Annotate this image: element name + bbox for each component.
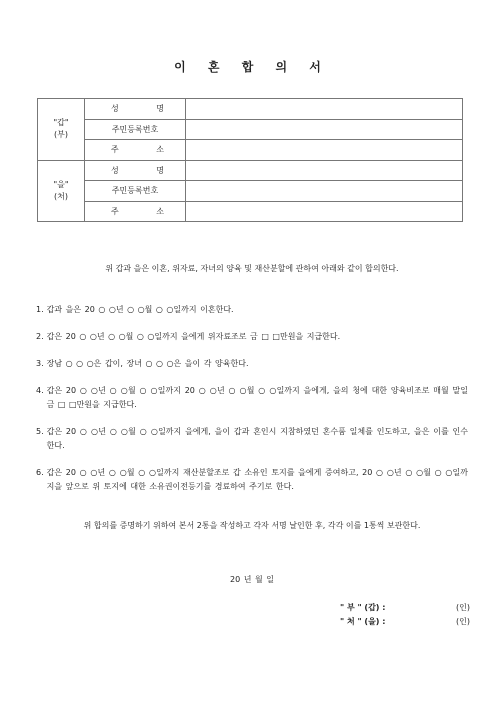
signature-line-wife [340,616,470,627]
clause-item [36,330,468,344]
clause-item [36,303,468,317]
clause-text: 갑은 20 ○ ○년 ○ ○월 ○ ○일까지 재산분할조로 갑 소유인 토지를 을에게 증여하고, 20 ○ ○년 ○ ○월 ○ ○일까지을 앞으로 위 토지에 대한 소유권이전등기를 경료하여 주기로 한다. [46,468,468,491]
party-name: "을" [53,179,69,189]
clause-number: 1. [36,305,44,314]
clause-list [36,303,468,507]
eul-resident-number-field[interactable] [186,181,463,202]
clause-text: 장남 ○ ○ ○은 갑이, 장녀 ○ ○ ○은 을이 각 양육한다. [46,359,249,368]
date-line: 20 년 월 일 [230,575,274,584]
resident-number-label [85,181,186,202]
clause-number: 6. [36,468,44,477]
clause-number: 3. [36,359,44,368]
eul-address-field[interactable] [186,201,463,222]
party-eul-cell [38,160,85,222]
intro-paragraph: 위 갑과 을은 이혼, 위자료, 자녀의 양육 및 재산분할에 관하여 아래와 같이 합의한다. [105,264,399,273]
label-text: 주민등록번호 [111,186,159,196]
clause-number: 5. [36,427,44,436]
document-title: 이 혼 합 의 서 [174,60,330,74]
label-char: 성 [111,165,119,175]
clause-number: 2. [36,332,44,341]
party-role: (처) [54,191,68,201]
label-text: 주민등록번호 [111,124,159,134]
address-label [85,140,186,161]
eul-name-field[interactable] [186,160,463,181]
seal-mark: (인) [456,617,470,626]
name-label [85,160,186,181]
signature-label: " 부 " (갑) : [340,603,386,612]
label-char: 소 [156,145,164,155]
gap-resident-number-field[interactable] [186,119,463,140]
label-char: 성 [111,104,119,114]
party-name: "갑" [53,118,69,128]
clause-text: 갑은 20 ○ ○년 ○ ○월 ○ ○일까지 을에게 위자료조로 금 □ □만원을 지급한다. [46,332,341,341]
clause-number: 4. [36,386,44,395]
clause-text: 갑은 20 ○ ○년 ○ ○월 ○ ○일까지 을에게, 을이 갑과 혼인시 지참하였던 혼수품 일체를 인도하고, 을은 이를 인수한다. [46,427,468,450]
signature-label: " 처 " (을) : [340,617,386,626]
clause-text: 갑과 을은 20 ○ ○년 ○ ○월 ○ ○일까지 이혼한다. [46,305,234,314]
name-label [85,99,186,120]
clause-item [36,466,468,494]
clause-item [36,384,468,412]
label-char: 명 [156,165,164,175]
address-label [85,201,186,222]
party-info-table [37,98,463,222]
label-char: 소 [156,206,164,216]
label-char: 주 [111,145,119,155]
label-char: 주 [111,206,119,216]
party-gap-cell [38,99,85,161]
clause-item [36,425,468,453]
gap-name-field[interactable] [186,99,463,120]
closing-paragraph: 위 합의를 증명하기 위하여 본서 2통을 작성하고 각자 서명 날인한 후, 각각 이를 1통씩 보관한다. [83,521,421,530]
party-role: (부) [54,130,68,140]
signature-line-husband [340,602,470,613]
label-char: 명 [156,104,164,114]
resident-number-label [85,119,186,140]
gap-address-field[interactable] [186,140,463,161]
seal-mark: (인) [456,603,470,612]
clause-item [36,357,468,371]
clause-text: 갑은 20 ○ ○년 ○ ○월 ○ ○일까지 20 ○ ○년 ○ ○월 ○ ○일까지 을에게, 을의 청에 대한 양육비조로 매월 말일 금 □ □만원을 지급한다. [46,386,468,409]
